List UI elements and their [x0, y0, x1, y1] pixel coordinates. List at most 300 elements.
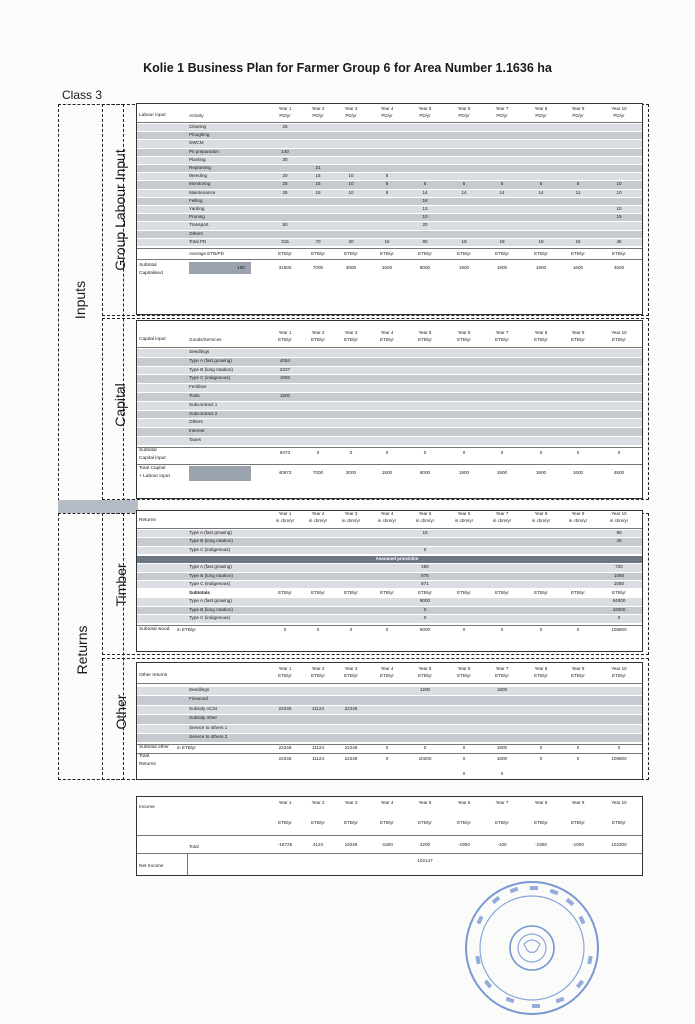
row-label: Others: [189, 230, 203, 236]
total-value: 10200: [418, 756, 432, 762]
value-cell: 45: [616, 238, 622, 244]
labour-table: [136, 103, 643, 315]
year-header: Year 9: [571, 106, 585, 111]
unit-header: ETB/yr: [612, 251, 626, 256]
year-header: Year 1: [278, 800, 292, 805]
total-value: 0: [385, 756, 389, 762]
unit-header: ETB/yr: [571, 337, 585, 342]
year-header: Year 2: [311, 330, 325, 335]
row-divider: [137, 122, 642, 123]
row-divider: [137, 447, 642, 448]
year-header: Year 10: [611, 666, 627, 671]
row-label: Subcontract 2: [189, 410, 218, 416]
subtotal-value: 0: [576, 745, 580, 751]
value-cell: 50: [282, 222, 288, 228]
header-col2: Activity: [189, 113, 204, 118]
subtotal-value: 0: [539, 449, 543, 455]
row-divider: [137, 259, 642, 260]
year-header: Year 4: [380, 511, 394, 516]
year-header: Year 9: [571, 511, 585, 516]
value-cell: 15: [315, 181, 321, 187]
unit-header: ETB/yr: [495, 590, 509, 596]
value-cell: 30: [348, 238, 354, 244]
row-band: [137, 437, 642, 445]
row-label: Type C (indigenous): [189, 581, 231, 586]
row-band: [137, 165, 642, 172]
total-shade: [189, 466, 251, 481]
subtotal-label: Subtotal: [139, 263, 157, 268]
unit-header: PD/yr: [572, 113, 584, 118]
income-value: -100: [497, 842, 507, 847]
year-header: Year 8: [534, 106, 548, 111]
value-cell: 140: [281, 148, 289, 154]
unit-header: in cbm/yr: [275, 518, 295, 523]
extra-value: 0: [500, 771, 504, 777]
class-label: Class 3: [62, 88, 103, 102]
header-col1: Labour input: [139, 113, 166, 118]
unit-header: ETB/yr: [418, 251, 432, 256]
total-value: 3000: [345, 469, 357, 475]
year-header: Year 1: [278, 666, 292, 671]
value-cell: 21: [315, 165, 321, 170]
row-label: Maintenance: [189, 189, 216, 195]
row-label: Clearing: [189, 124, 207, 129]
unit-header: ETB/yr: [571, 820, 585, 825]
row-label: Type A (fast growing): [189, 357, 232, 363]
row-band: [137, 157, 642, 164]
subtotal-value: 0: [539, 626, 543, 632]
value-cell: 1200: [419, 687, 431, 692]
row-band: [137, 206, 642, 213]
value-cell: 10: [616, 181, 622, 187]
value-cell: 19: [499, 238, 505, 244]
year-header: Year 10: [611, 106, 627, 111]
net-income-label: Net Income: [139, 864, 164, 869]
value-cell: 10: [348, 189, 354, 195]
year-header: Year 6: [457, 106, 471, 111]
value-cell: 1092: [279, 375, 291, 381]
row-label: Total PD: [189, 238, 207, 244]
year-header: Year 3: [344, 800, 358, 805]
timber-label: Timber: [113, 563, 129, 607]
year-header: Year 6: [457, 330, 471, 335]
year-header: Year 5: [418, 511, 432, 516]
value-cell: 90: [616, 530, 622, 535]
year-header: Year 4: [380, 800, 394, 805]
value-cell: 30: [282, 156, 288, 162]
value-cell: 64800: [612, 598, 626, 604]
unit-header: ETB/yr: [534, 590, 548, 596]
row-band: [137, 349, 642, 357]
year-header: Year 5: [418, 666, 432, 671]
unit-header: ETB/yr: [534, 251, 548, 256]
value-cell: 450: [421, 564, 429, 570]
value-cell: 5: [385, 181, 389, 187]
value-cell: 14: [538, 189, 544, 195]
unit-header: PD/yr: [496, 113, 508, 118]
other-table: [136, 662, 643, 780]
net-divider: [187, 853, 189, 875]
year-header: Year 5: [418, 800, 432, 805]
value-cell: 5: [539, 181, 543, 187]
year-header: Year 7: [495, 330, 509, 335]
subtotal-value: 0: [500, 626, 504, 632]
value-cell: 22248: [344, 705, 358, 711]
row-band: [137, 222, 642, 229]
income-total-label: Total: [189, 844, 199, 849]
row-divider: [137, 835, 642, 836]
row-label: Weeding: [189, 173, 208, 179]
income-value: -1500: [381, 842, 393, 847]
row-band: [137, 124, 642, 131]
unit-header: ETB/yr: [380, 820, 394, 825]
total-value: 1600: [572, 469, 584, 475]
subtotal-value: 22248: [278, 745, 292, 751]
total-value: 1900: [535, 469, 547, 475]
unit-header: ETB/yr: [495, 337, 509, 342]
year-header: Year 1: [278, 106, 292, 111]
unit-header: PD/yr: [312, 113, 324, 118]
value-cell: 18: [422, 197, 428, 203]
value-cell: 0: [423, 615, 427, 621]
row-label: Fertiliser: [189, 384, 207, 390]
unit-header: ETB/yr: [571, 590, 585, 596]
total-value: 0: [462, 756, 466, 762]
unit-header: in cbm/yr: [531, 518, 551, 523]
group-labour-label: Group Labour Input: [112, 149, 128, 271]
subtotal-label: Subtotal wood: [139, 626, 170, 632]
value-cell: 1050: [613, 581, 625, 586]
row-band: [137, 384, 642, 392]
unit-header: in cbm/yr: [341, 518, 361, 523]
row-band: [137, 419, 642, 427]
avg-value: 100: [237, 265, 245, 270]
total-label: Total: [139, 754, 150, 760]
subtotal-value: 3000: [345, 265, 357, 270]
value-cell: 5: [385, 173, 389, 179]
value-cell: 10: [348, 173, 354, 179]
row-band: [137, 214, 642, 221]
year-header: Year 7: [495, 666, 509, 671]
value-cell: 1500: [279, 393, 291, 398]
unit-header: ETB/yr: [311, 820, 325, 825]
unit-header: ETB/yr: [612, 673, 626, 678]
year-header: Year 6: [457, 666, 471, 671]
unit-header: in cbm/yr: [454, 518, 474, 523]
page-title: Kolie 1 Business Plan for Farmer Group 6 for Area Number 1.1636 ha: [143, 61, 552, 75]
year-header: Year 8: [534, 666, 548, 671]
year-header: Year 5: [418, 106, 432, 111]
year-header: Year 6: [457, 800, 471, 805]
subtotal-value: 4500: [613, 265, 625, 270]
row-label: Type B (long rotation): [189, 538, 233, 544]
unit-header: ETB/yr: [380, 251, 394, 256]
subtotals-label: Subtotals: [189, 590, 210, 596]
row-label: Type B (long rotation): [189, 606, 233, 612]
subtotal-value: 1900: [496, 265, 508, 270]
subtotal-label: Capitalised: [139, 271, 163, 276]
value-cell: 871: [421, 581, 429, 586]
value-cell: 14: [461, 189, 467, 195]
value-cell: 14: [422, 189, 428, 195]
unit-header: ETB/yr: [612, 590, 626, 596]
total-value: 0: [576, 756, 580, 762]
other-label: Other: [113, 694, 129, 730]
value-cell: 11: [575, 189, 581, 195]
value-cell: 5: [462, 181, 466, 187]
value-cell: 15: [616, 214, 622, 220]
total-value: 1900: [458, 469, 470, 475]
subtotal-value: 0: [617, 745, 621, 751]
subtotal-label: Capital input: [139, 455, 166, 461]
value-cell: 13: [422, 206, 428, 211]
row-label: Yarding: [189, 206, 205, 211]
year-header: Year 10: [611, 511, 627, 516]
value-cell: 15: [315, 189, 321, 195]
value-cell: 0: [423, 546, 427, 552]
value-cell: 25: [282, 124, 288, 129]
row-band: [137, 132, 642, 139]
row-divider: [137, 853, 642, 854]
year-header: Year 3: [344, 106, 358, 111]
income-value: 19248: [344, 842, 358, 847]
year-header: Year 4: [380, 666, 394, 671]
year-header: Year 10: [611, 330, 627, 335]
row-label: Subsidy other: [189, 715, 218, 721]
value-cell: 42000: [612, 606, 626, 612]
unit-header: in cbm/yr: [377, 518, 397, 523]
timber-table: [136, 510, 643, 652]
unit-header: ETB/yr: [344, 337, 358, 342]
year-header: Year 2: [311, 511, 325, 516]
subtotal-value: 0: [316, 626, 320, 632]
header-col2: Goods/Services: [189, 337, 222, 342]
value-cell: 720: [615, 564, 623, 570]
unit-header: ETB/yr: [278, 251, 292, 256]
row-label: SWCM: [189, 140, 204, 146]
row-label: Others: [189, 419, 203, 425]
value-cell: 1050: [613, 572, 625, 578]
row-label: Planting: [189, 156, 206, 162]
header-col1: Capital input: [139, 337, 166, 342]
unit-header: ETB/yr: [457, 251, 471, 256]
row-label: Service to others 1: [189, 724, 228, 730]
value-cell: 5: [423, 181, 427, 187]
unit-header: ETB/yr: [457, 590, 471, 596]
value-cell: 0: [617, 615, 621, 621]
income-value: 102300: [611, 842, 627, 847]
subtotal-value: 0: [576, 449, 580, 455]
value-cell: 70: [315, 238, 321, 244]
unit-header: ETB/yr: [380, 673, 394, 678]
value-cell: 10: [616, 206, 622, 211]
unit-header: ETB/yr: [311, 337, 325, 342]
subtotal-value: 9473: [279, 449, 291, 455]
year-header: Year 3: [344, 330, 358, 335]
value-cell: 0: [423, 606, 427, 612]
row-label: Firewood: [189, 696, 208, 702]
unit-header: ETB/yr: [571, 673, 585, 678]
unit-header: ETB/yr: [457, 673, 471, 678]
net-income-value: 102147: [417, 858, 433, 863]
row-label: Seedlings: [189, 687, 210, 692]
unit-header: ETB/yr: [344, 590, 358, 596]
total-value: 1900: [496, 469, 508, 475]
row-label: Pruning: [189, 214, 205, 220]
value-cell: 80: [422, 238, 428, 244]
unit-header: ETB/yr: [418, 673, 432, 678]
year-header: Year 2: [311, 800, 325, 805]
unit-header: ETB/yr: [534, 673, 548, 678]
value-cell: 10: [422, 214, 428, 220]
row-label: Seedlings: [189, 349, 210, 354]
inputs-label: Inputs: [72, 280, 88, 320]
row-band: [137, 140, 642, 147]
subtotal-value: 1900: [535, 265, 547, 270]
returns-label: Returns: [74, 625, 90, 675]
row-label: Type C (indigenous): [189, 546, 231, 552]
value-cell: 19: [538, 238, 544, 244]
subtotal-value: 1800: [496, 745, 508, 751]
row-label: Replanting: [189, 165, 211, 170]
value-cell: 20: [422, 222, 428, 228]
value-cell: 10: [348, 181, 354, 187]
capital-table: [136, 320, 643, 499]
unit-header: ETB/yr: [380, 337, 394, 342]
total-value: 22248: [344, 756, 358, 762]
row-label: Interest: [189, 428, 205, 434]
year-header: Year 1: [278, 330, 292, 335]
year-header: Year 7: [495, 106, 509, 111]
income-value: 4124: [312, 842, 324, 847]
year-header: Year 8: [534, 511, 548, 516]
row-label: Type C (indigenous): [189, 375, 231, 381]
subtotal-value: 0: [349, 449, 353, 455]
value-cell: 315: [281, 238, 289, 244]
year-header: Year 10: [611, 800, 627, 805]
subtotal-value: 1600: [572, 265, 584, 270]
year-header: Year 3: [344, 666, 358, 671]
row-label: Type A (fast growing): [189, 530, 232, 535]
year-header: Year 6: [457, 511, 471, 516]
header-col1: Other returns: [139, 673, 168, 678]
header-col1: Returns: [139, 518, 156, 523]
value-cell: 9000: [419, 598, 431, 604]
subtotal-value: 0: [283, 626, 287, 632]
unit-header: ETB/yr: [457, 820, 471, 825]
subtotal-value: 0: [423, 745, 427, 751]
subtotal-unit: in ETB/yr: [177, 745, 196, 751]
year-header: Year 1: [278, 511, 292, 516]
unit-header: ETB/yr: [457, 337, 471, 342]
income-value: 2200: [419, 842, 431, 847]
unit-header: PD/yr: [419, 113, 431, 118]
total-value: 22248: [278, 756, 292, 762]
value-cell: 25: [282, 181, 288, 187]
subtotal-label: Subtotal: [139, 447, 157, 453]
total-label: Returns: [139, 762, 156, 768]
unit-header: ETB/yr: [495, 251, 509, 256]
income-value: -1900: [535, 842, 547, 847]
income-value: -18725: [277, 842, 293, 847]
unit-header: ETB/yr: [534, 820, 548, 825]
subtotal-value: 0: [385, 626, 389, 632]
income-table: [136, 796, 643, 876]
row-divider: [137, 753, 642, 754]
year-header: Year 7: [495, 511, 509, 516]
subtotal-label: Subtotal other: [139, 745, 169, 751]
year-header: Year 3: [344, 511, 358, 516]
value-cell: 22248: [278, 705, 292, 711]
value-cell: 2227: [279, 366, 291, 372]
row-label: Ploughing: [189, 132, 210, 138]
value-cell: 5: [500, 181, 504, 187]
year-header: Year 7: [495, 800, 509, 805]
subtotal-value: 7000: [312, 265, 324, 270]
unit-header: ETB/yr: [380, 590, 394, 596]
row-label: Transport: [189, 222, 209, 228]
unit-header: ETB/yr: [278, 337, 292, 342]
subtotal-value: 1900: [458, 265, 470, 270]
unit-header: ETB/yr: [534, 337, 548, 342]
row-label: Type C (indigenous): [189, 615, 231, 621]
row-band: [137, 393, 642, 401]
total-label: Total Capital: [139, 465, 166, 471]
unit-header: in cbm/yr: [492, 518, 512, 523]
row-label: Tools: [189, 393, 200, 398]
row-divider: [137, 528, 642, 529]
row-divider: [137, 347, 642, 348]
row-band: [137, 231, 642, 238]
unit-header: PD/yr: [458, 113, 470, 118]
subtotal-value: 0: [385, 745, 389, 751]
year-header: Year 5: [418, 330, 432, 335]
unit-header: ETB/yr: [278, 820, 292, 825]
unit-header: ETB/yr: [418, 337, 432, 342]
unit-header: PD/yr: [535, 113, 547, 118]
subtotal-value: 0: [316, 449, 320, 455]
unit-header: PD/yr: [613, 113, 625, 118]
total-value: 1500: [381, 469, 393, 475]
unit-header: ETB/yr: [571, 251, 585, 256]
subtotal-value: 0: [423, 449, 427, 455]
unit-header: ETB/yr: [311, 251, 325, 256]
value-cell: 1800: [496, 687, 508, 692]
unit-header: ETB/yr: [344, 673, 358, 678]
unit-header: ETB/yr: [418, 590, 432, 596]
subtotal-unit: in ETB/yr: [177, 626, 196, 632]
unit-header: ETB/yr: [495, 820, 509, 825]
unit-header: in cbm/yr: [415, 518, 435, 523]
row-divider: [137, 744, 642, 745]
total-value: 4500: [613, 469, 625, 475]
year-header: Year 9: [571, 330, 585, 335]
income-label: Income: [139, 805, 155, 810]
unit-header: ETB/yr: [278, 590, 292, 596]
subtotal-value: 31500: [278, 265, 292, 270]
value-cell: 40: [616, 538, 622, 544]
value-cell: 19: [461, 238, 467, 244]
value-cell: 16: [575, 238, 581, 244]
subtotal-value: 0: [349, 626, 353, 632]
gap-band: [58, 500, 138, 513]
total-label: + Labour input: [139, 473, 170, 479]
subtotal-value: 0: [462, 745, 466, 751]
value-cell: 5: [576, 181, 580, 187]
year-header: Year 8: [534, 330, 548, 335]
unit-header: in cbm/yr: [609, 518, 629, 523]
unit-header: ETB/yr: [418, 820, 432, 825]
